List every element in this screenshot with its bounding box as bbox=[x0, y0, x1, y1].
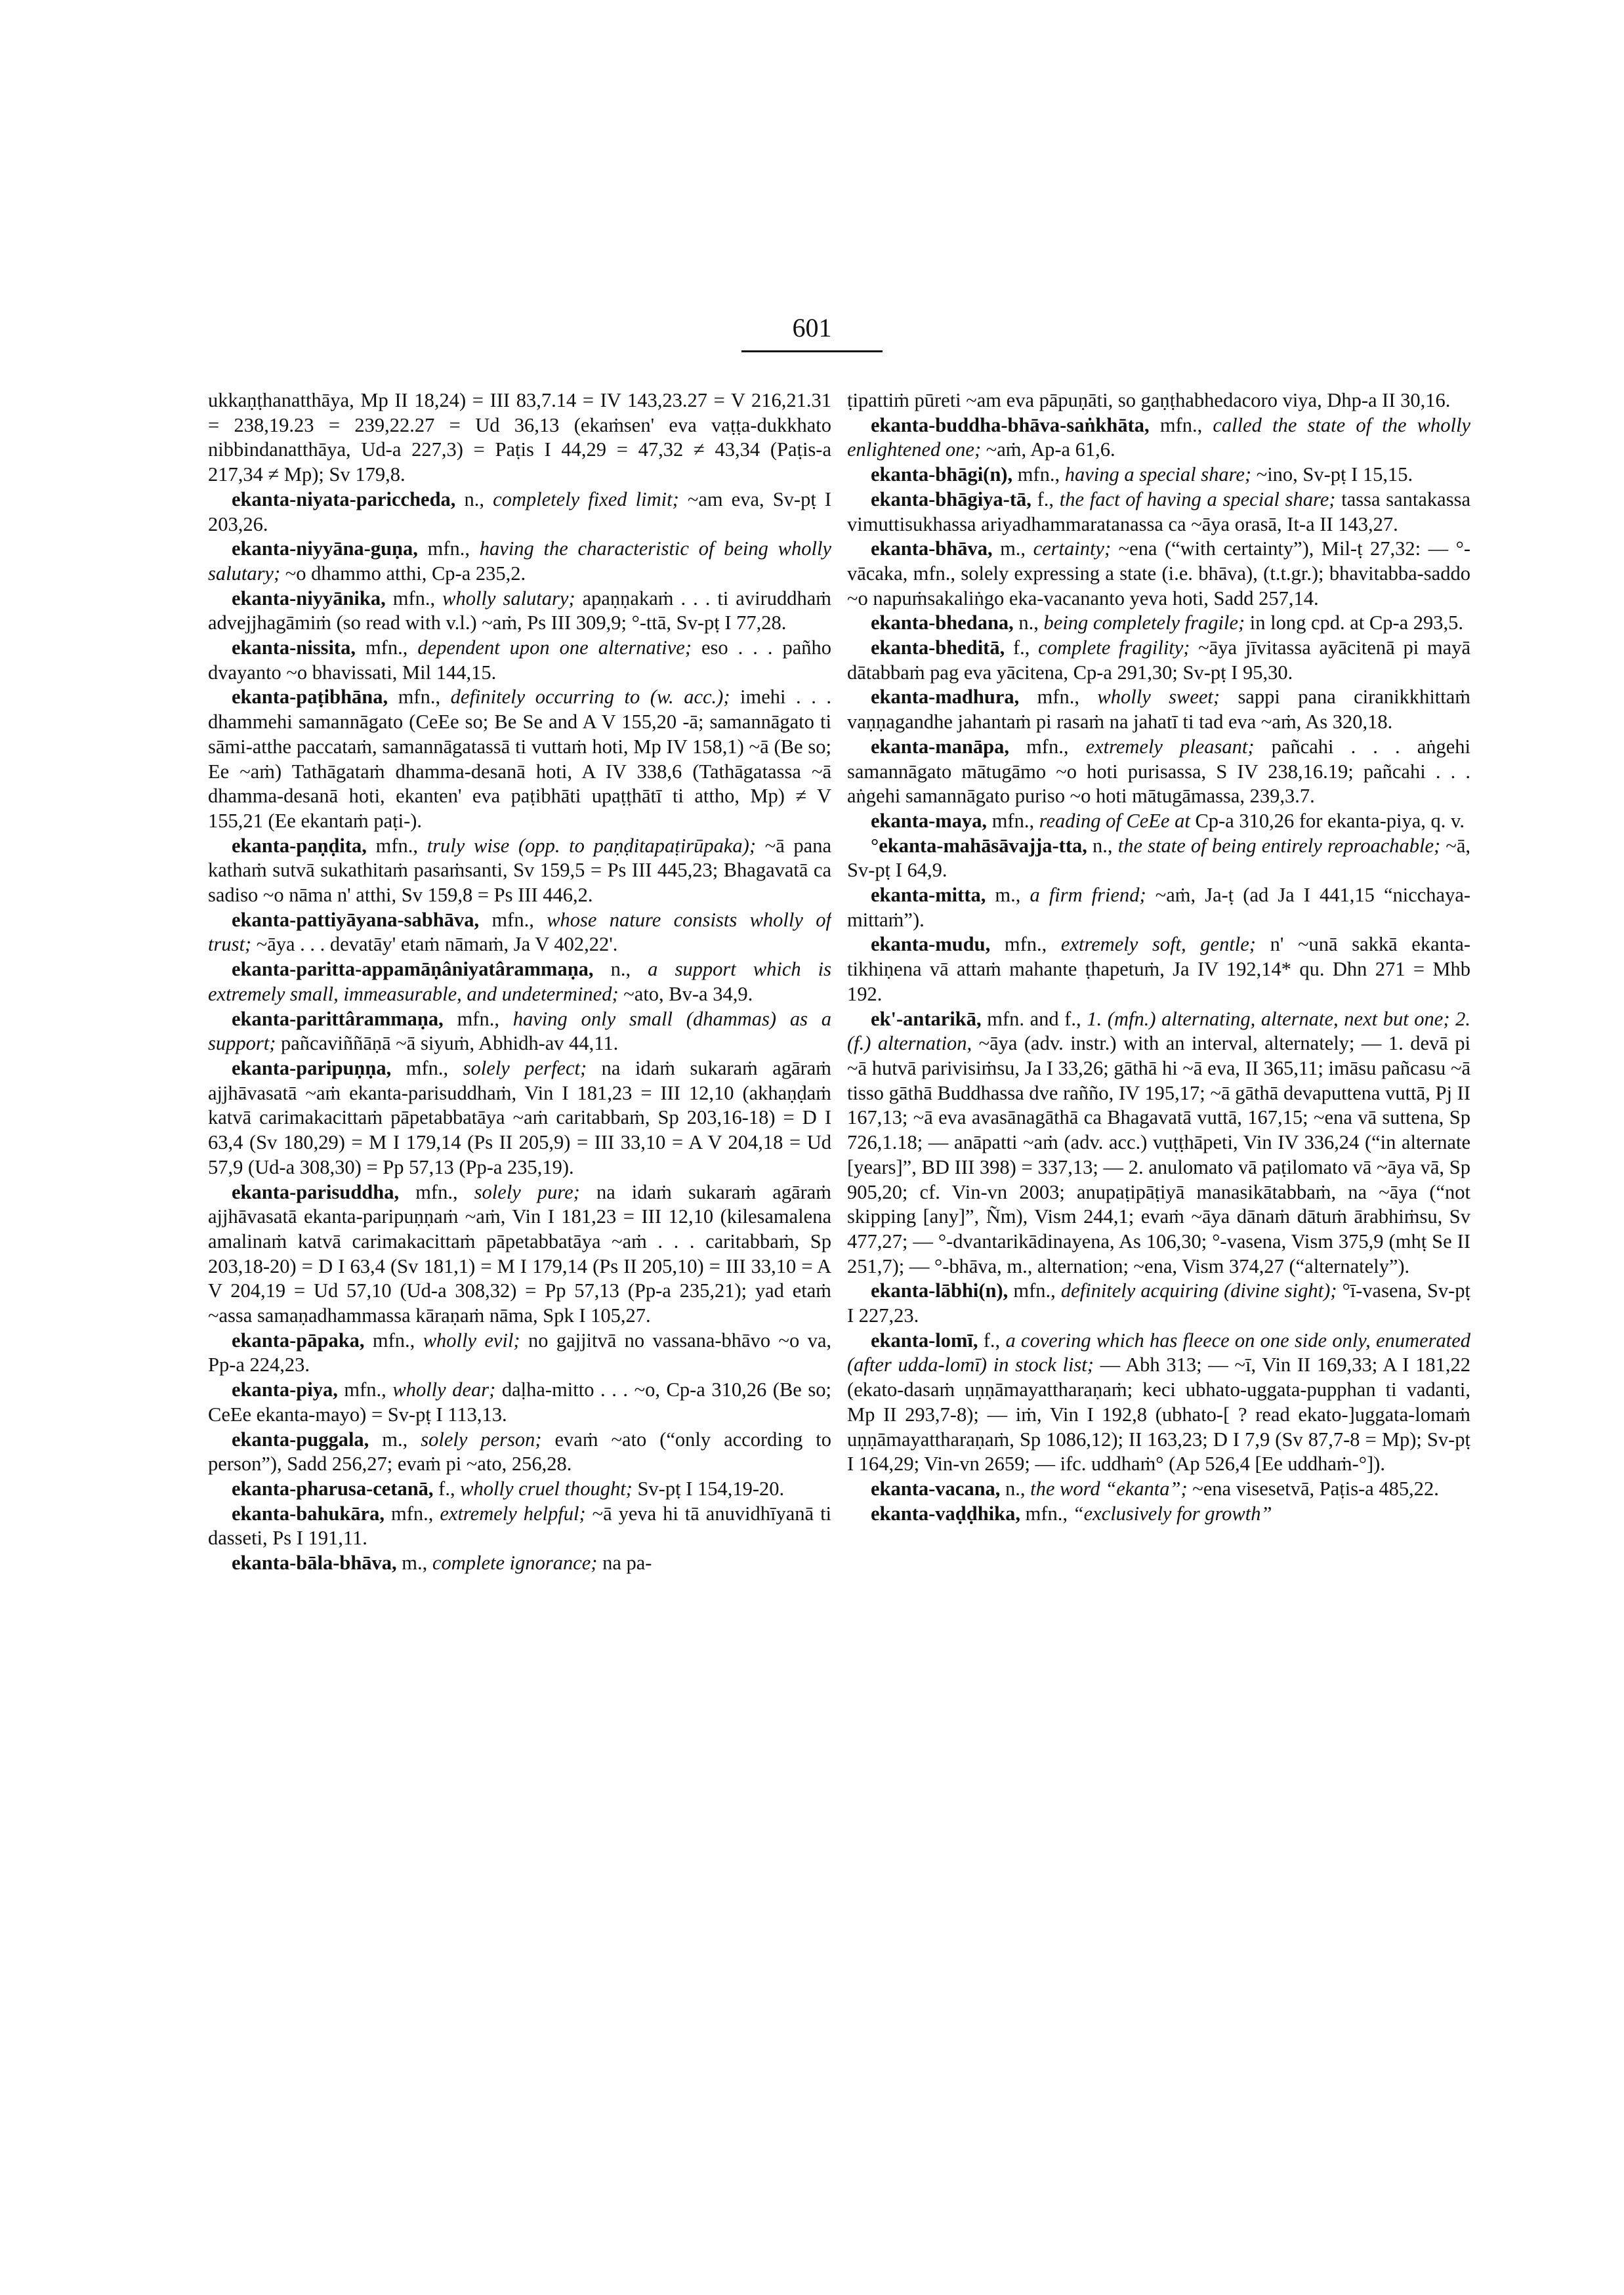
dictionary-entry bbox=[208, 487, 831, 537]
dictionary-entry bbox=[847, 463, 1470, 487]
entry-grammar: mfn., bbox=[375, 834, 419, 857]
entry-definition: wholly salutary; bbox=[442, 587, 575, 610]
entry-grammar: mfn., bbox=[427, 537, 470, 560]
entry-definition: having a special share; bbox=[1064, 463, 1252, 486]
entry-text: ~ena (“with certainty”), Mil-ṭ 27,32: — °-vācaka, mfn., solely expressing a state (i.e. bhāva), (t.t.gr.); bhavitabba-saddo ~o napuṁsakaliṅgo eka-vacananto yeva hoti, Sadd 257,14. bbox=[847, 537, 1470, 610]
entry-text: ~aṁ, Ap-a 61,6. bbox=[986, 438, 1115, 461]
entry-definition: extremely pleasant; bbox=[1085, 735, 1255, 758]
entry-headword: ekanta-paripuṇṇa, bbox=[232, 1056, 392, 1079]
entry-definition: the state of being entirely reproachable; bbox=[1117, 834, 1441, 857]
entry-text: Sv-pṭ I 154,19-20. bbox=[637, 1477, 785, 1500]
entry-grammar: n., bbox=[1005, 1477, 1026, 1500]
dictionary-entry bbox=[208, 908, 831, 957]
dictionary-entry bbox=[208, 1428, 831, 1477]
entry-grammar: mfn. and f., bbox=[987, 1007, 1081, 1030]
entry-definition: reading of CeEe at bbox=[1039, 809, 1190, 832]
entry-definition: wholly cruel thought; bbox=[460, 1477, 633, 1500]
entry-headword: ekanta-bhedana, bbox=[871, 611, 1014, 634]
entry-text: daḷha-mitto . . . ~o, Cp-a 310,26 (Be so; CeEe ekanta-mayo) = Sv-pṭ I 113,13. bbox=[208, 1378, 831, 1426]
dictionary-entry bbox=[208, 1502, 831, 1551]
entry-definition: a firm friend; bbox=[1030, 884, 1146, 907]
entry-headword: ekanta-mudu, bbox=[871, 933, 991, 956]
entry-headword: ekanta-pharusa-cetanā, bbox=[232, 1477, 434, 1500]
dictionary-entry bbox=[847, 611, 1470, 636]
entry-headword: ekanta-parisuddha, bbox=[232, 1180, 400, 1203]
entry-grammar: m., bbox=[995, 884, 1021, 907]
entry-text: ~āya jīvitassa ayācitenā pi mayā dātabbaṁ pag eva yācitena, Cp-a 291,30; Sv-pṭ I 95,30. bbox=[847, 636, 1470, 684]
entry-grammar: n., bbox=[1018, 611, 1039, 634]
entry-headword: ekanta-niyyānika, bbox=[232, 587, 386, 610]
entry-grammar: mfn., bbox=[1013, 1279, 1056, 1302]
entry-definition: wholly dear; bbox=[392, 1378, 496, 1401]
entry-definition: solely perfect; bbox=[463, 1056, 587, 1079]
entry-grammar: n., bbox=[610, 958, 631, 981]
entry-text: pañcahi . . . aṅgehi samannāgato mātugāmo ~o hoti purisassa, S IV 238,16.19; pañcahi . . . aṅgehi samannāgato puriso ~o hoti mātugāmassa, 239,3.7. bbox=[847, 735, 1470, 808]
entry-grammar: mfn., bbox=[1037, 686, 1080, 709]
dictionary-entry bbox=[208, 636, 831, 685]
entry-definition: a covering which has fleece on one side only, enumerated (after udda-lomī) in stock list; bbox=[847, 1329, 1470, 1376]
entry-headword: ekanta-puggala, bbox=[232, 1428, 369, 1451]
entry-text: ~ino, Sv-pṭ I 15,15. bbox=[1256, 463, 1413, 486]
entry-definition: complete fragility; bbox=[1038, 636, 1190, 659]
entry-text: °ī-vasena, Sv-pṭ I 227,23. bbox=[847, 1279, 1470, 1327]
entry-headword: ekanta-piya, bbox=[232, 1378, 338, 1401]
dictionary-entry bbox=[847, 834, 1470, 883]
entry-text: ~ā, Sv-pṭ I 64,9. bbox=[847, 834, 1470, 882]
dictionary-entry bbox=[847, 883, 1470, 932]
entry-definition: whose nature consists wholly of trust; bbox=[208, 908, 831, 956]
entry-text: ~o dhammo atthi, Cp-a 235,2. bbox=[285, 562, 526, 585]
entry-headword: ekanta-mitta, bbox=[871, 884, 986, 907]
entry-text: sappi pana ciranikkhittaṁ vaṇṇagandhe jahantaṁ pi rasaṁ na jahatī ti tad eva ~aṁ, As 320,18. bbox=[847, 686, 1470, 734]
entry-grammar: mfn., bbox=[1004, 933, 1047, 956]
entry-text: na pa- bbox=[602, 1552, 652, 1575]
dictionary-entry bbox=[208, 685, 831, 833]
entry-text: pañcaviññāṇā ~ā siyuṁ, Abhidh-av 44,11. bbox=[281, 1032, 619, 1055]
right-column bbox=[847, 388, 1470, 2225]
entry-headword: ekanta-paritta-appamāṇâniyatârammaṇa, bbox=[232, 958, 594, 981]
entry-definition: wholly sweet; bbox=[1097, 686, 1220, 709]
entry-headword: ekanta-paṭibhāna, bbox=[232, 686, 388, 709]
entry-grammar: mfn., bbox=[1026, 735, 1069, 758]
entry-grammar: mfn., bbox=[392, 587, 436, 610]
dictionary-entry bbox=[208, 537, 831, 586]
entry-text: ~am eva, Sv-pṭ I 203,26. bbox=[208, 487, 831, 535]
dictionary-entry bbox=[847, 1329, 1470, 1477]
entry-headword: ekanta-manāpa, bbox=[871, 735, 1009, 758]
entry-text: eso . . . pañho dvayanto ~o bhavissati, Mil 144,15. bbox=[208, 636, 831, 684]
page-number-rule bbox=[741, 350, 883, 352]
dictionary-entry bbox=[208, 388, 831, 487]
dictionary-entry bbox=[847, 932, 1470, 1006]
entry-text: na idaṁ sukaraṁ agāraṁ ajjhāvasatā ~aṁ ekanta-parisuddhaṁ, Vin I 181,23 = III 12,10 (akhaṇḍaṁ katvā carimakacittaṁ pāpetabbatāya ~aṁ caritabbaṁ, Sp 203,16-18) = D I 63,4 (Sv 180,29) = M I 179,14 (Ps II 205,9) = III 33,10 = A V 204,18 = Ud 57,9 (Ud-a 308,30) = Pp 57,13 (Pp-a 235,19). bbox=[208, 1056, 831, 1178]
entry-grammar: m., bbox=[1000, 537, 1026, 560]
entry-headword: ekanta-bheditā, bbox=[871, 636, 1005, 659]
entry-grammar: mfn., bbox=[491, 908, 534, 931]
entry-text: tassa santakassa vimuttisukhassa ariyadhammaratanassa ca ~āya orasā, It-a II 143,27. bbox=[847, 487, 1470, 535]
entry-headword: ekanta-buddha-bhāva-saṅkhāta, bbox=[871, 413, 1150, 436]
dictionary-entry bbox=[208, 1378, 831, 1427]
entry-headword: °ekanta-mahāsāvajja-tta, bbox=[871, 834, 1087, 857]
entry-grammar: mfn., bbox=[398, 686, 441, 709]
entry-definition: the word “ekanta”; bbox=[1030, 1477, 1188, 1500]
entry-text: Cp-a 310,26 for ekanta-piya, q. v. bbox=[1195, 809, 1465, 832]
dictionary-entry bbox=[847, 1279, 1470, 1328]
entry-definition: truly wise (opp. to paṇḍitapaṭirūpaka); bbox=[427, 834, 756, 857]
entry-grammar: mfn., bbox=[406, 1056, 449, 1079]
entry-definition: dependent upon one alternative; bbox=[417, 636, 692, 659]
entry-definition: a support which is extremely small, immeasurable, and undetermined; bbox=[208, 958, 831, 1005]
dictionary-entry bbox=[208, 1477, 831, 1502]
entry-definition: solely person; bbox=[421, 1428, 542, 1451]
entry-headword: ekanta-bahukāra, bbox=[232, 1502, 385, 1525]
dictionary-entry bbox=[847, 735, 1470, 809]
entry-headword: ekanta-lomī, bbox=[871, 1329, 978, 1352]
entry-headword: ek'-antarikā, bbox=[871, 1007, 982, 1030]
dictionary-entry bbox=[208, 1551, 831, 1576]
entry-definition: certainty; bbox=[1033, 537, 1112, 560]
dictionary-entry bbox=[208, 834, 831, 908]
dictionary-entry bbox=[847, 1007, 1470, 1279]
entry-headword: ekanta-niyyāna-guṇa, bbox=[232, 537, 418, 560]
entry-text: ~āya (adv. instr.) with an interval, alternately; — 1. devā pi ~ā hutvā parivisiṁsu, Ja I 33,26; gāthā hi ~ā eva, II 365,11; imāsu pañcasu ~ā tisso gāthā Buddhassa dve rañño, IV 195,17; ~ā gāthā devaputtena vuttā, Pj II 167,13; ~ā eva avasānagāthā ca Bhagavatā vuttā, 167,15; ~ena vā suttena, Sp 726,1.18; — anāpatti ~aṁ (adv. acc.) vuṭṭhāpeti, Vin IV 336,24 (“in alternate [years]”, BD III 398) = 337,13; — 2. anulomato vā paṭilomato vā ~āya vā, Sp 905,20; cf. Vin-vn 2003; anupaṭipāṭiyā manasikātabbaṁ, na ~āya (“not skipping [any]”, Ñm), Vism 244,1; evaṁ ~āya dānaṁ dātuṁ ārabhiṁsu, Sv 477,27; — °-dvantarikādinayena, As 106,30; °-vasena, Vism 375,9 (mhṭ Se II 251,7); — °-bhāva, m., alternation; ~ena, Vism 374,27 (“alternately”). bbox=[847, 1032, 1470, 1277]
entry-text: ~āya . . . devatāy' etaṁ nāmaṁ, Ja V 402,22'. bbox=[256, 933, 618, 956]
dictionary-entry bbox=[847, 1502, 1470, 1527]
entry-text: ~aṁ, Ja-ṭ (ad Ja I 441,15 “nicchaya-mittaṁ”). bbox=[847, 884, 1470, 931]
entry-definition: complete ignorance; bbox=[432, 1552, 598, 1575]
left-column bbox=[208, 388, 831, 2225]
entry-grammar: mfn., bbox=[1017, 463, 1060, 486]
page-number: 601 bbox=[792, 313, 832, 342]
entry-definition: wholly evil; bbox=[423, 1329, 520, 1352]
dictionary-entry bbox=[847, 413, 1470, 463]
entry-text: evaṁ ~ato (“only according to person”), Sadd 256,27; evaṁ pi ~ato, 256,28. bbox=[208, 1428, 831, 1476]
entry-text: ~ā pana kathaṁ sutvā sukathitaṁ pasaṁsanti, Sv 159,5 = Ps III 445,23; Bhagavatā ca sadiso ~o nāma n' atthi, Sv 159,8 = Ps III 446,2. bbox=[208, 834, 831, 907]
entry-definition: called the state of the wholly enlightened one; bbox=[847, 413, 1470, 461]
entry-grammar: f., bbox=[1037, 487, 1054, 510]
entry-text: no gajjitvā no vassana-bhāvo ~o va, Pp-a 224,23. bbox=[208, 1329, 831, 1376]
dictionary-entry bbox=[208, 1007, 831, 1056]
entry-text: ~ato, Bv-a 34,9. bbox=[623, 982, 753, 1005]
entry-headword: ekanta-nissita, bbox=[232, 636, 356, 659]
entry-definition: 1. (mfn.) alternating, alternate, next but one; 2. (f.) alternation, bbox=[847, 1007, 1470, 1055]
entry-grammar: mfn., bbox=[391, 1502, 434, 1525]
entry-headword: ekanta-pattiyāyana-sabhāva, bbox=[232, 908, 480, 931]
entry-text: — Abh 313; — ~ī, Vin II 169,33; A I 181,22 (ekato-dasaṁ uṇṇāmayattharaṇaṁ; keci ubhato-uggata-pupphan ti vadanti, Mp II 293,7-8); — iṁ, Vin I 192,8 (ubhato-[ ? read ekato-]uggata-lomaṁ uṇṇāmayattharaṇaṁ, Sp 1086,12); II 163,23; D I 7,9 (Sv 87,7-8 = Mp); Sv-pṭ I 164,29; Vin-vn 2659; — ifc. uddhaṁ° (Ap 526,4 [Ee uddhaṁ-°]). bbox=[847, 1354, 1470, 1476]
dictionary-entry bbox=[847, 685, 1470, 734]
entry-grammar: mfn., bbox=[365, 636, 408, 659]
entry-definition: extremely soft, gentle; bbox=[1060, 933, 1256, 956]
entry-definition: “exclusively for growth” bbox=[1072, 1502, 1272, 1525]
entry-grammar: mfn., bbox=[1159, 413, 1203, 436]
entry-grammar: mfn., bbox=[457, 1007, 499, 1030]
entry-headword: ekanta-bhāgiya-tā, bbox=[871, 487, 1031, 510]
entry-text: n' ~unā sakkā ekanta-tikhiṇena vā attaṁ mahante ṭhapetuṁ, Ja IV 192,14* qu. Dhn 271 = Mhb 192. bbox=[847, 933, 1470, 1005]
entry-grammar: n., bbox=[464, 487, 485, 510]
dictionary-entry bbox=[847, 487, 1470, 537]
entry-headword: ekanta-bhāgi(n), bbox=[871, 463, 1013, 486]
entry-headword: ekanta-lābhi(n), bbox=[871, 1279, 1009, 1302]
entry-grammar: mfn., bbox=[344, 1378, 386, 1401]
entry-headword: ekanta-niyata-pariccheda, bbox=[232, 487, 456, 510]
entry-text: ~ā yeva hi tā anuvidhīyanā ti dasseti, Ps I 191,11. bbox=[208, 1502, 831, 1550]
entry-grammar: f., bbox=[438, 1477, 455, 1500]
entry-headword: ekanta-paṇḍita, bbox=[232, 834, 367, 857]
entry-text: imehi . . . dhammehi samannāgato (CeEe so; Be Se and A V 155,20 -ā; samannāgato ti sāmi-atthe paccataṁ, samannāgatassā ti vuttaṁ hoti, Mp IV 158,1) ~ā (Be so; Ee ~aṁ) Tathāgataṁ dhamma-desanā hoti, A IV 338,6 (Tathāgatassa ~ā dhamma-desanā hoti, ekanten' eva paṭibhāti upaṭṭhātī ti attho, Mp) ≠ V 155,21 (Ee ekantaṁ paṭi-). bbox=[208, 686, 831, 832]
entry-text: na idaṁ sukaraṁ agāraṁ ajjhāvasatā ekanta-paripuṇṇaṁ ~aṁ, Vin I 181,23 = III 12,10 (kilesamalena amalinaṁ katvā carimakacittaṁ pāpetabbatāya ~aṁ . . . caritabbaṁ, Sp 203,18-20) = D I 63,4 (Sv 181,1) = M I 179,14 (Ps II 205,10) = III 33,10 = A V 204,19 = Ud 57,10 (Ud-a 308,32) = Pp 57,13 (Pp-a 235,21); yad etaṁ ~assa samaṇadhammassa kāraṇaṁ nāma, Spk I 105,27. bbox=[208, 1180, 831, 1327]
entry-definition: having only small (dhammas) as a support; bbox=[208, 1007, 831, 1055]
dictionary-entry bbox=[208, 1329, 831, 1378]
entry-headword: ekanta-maya, bbox=[871, 809, 988, 832]
entry-grammar: f., bbox=[983, 1329, 1001, 1352]
entry-grammar: mfn., bbox=[415, 1180, 458, 1203]
dictionary-entry bbox=[208, 1056, 831, 1180]
entry-definition: completely fixed limit; bbox=[493, 487, 679, 510]
dictionary-entry bbox=[208, 587, 831, 636]
dictionary-entry bbox=[847, 537, 1470, 611]
dictionary-entry bbox=[208, 1180, 831, 1329]
entry-definition: solely pure; bbox=[474, 1180, 580, 1203]
entry-headword: ekanta-bhāva, bbox=[871, 537, 993, 560]
entry-grammar: mfn., bbox=[1025, 1502, 1068, 1525]
entry-definition: the fact of having a special share; bbox=[1059, 487, 1336, 510]
entry-text: apaṇṇakaṁ . . . ti aviruddhaṁ advejjhagāmiṁ (so read with v.l.) ~aṁ, Ps III 309,9; °-ttā, Sv-pṭ I 77,28. bbox=[208, 587, 831, 634]
entry-definition: definitely acquiring (divine sight); bbox=[1060, 1279, 1337, 1302]
entry-headword: ekanta-bāla-bhāva, bbox=[232, 1552, 397, 1575]
dictionary-entry bbox=[847, 636, 1470, 685]
entry-grammar: mfn., bbox=[372, 1329, 415, 1352]
dictionary-entry bbox=[847, 809, 1470, 834]
entry-text: ṭipattiṁ pūreti ~am eva pāpuṇāti, so gaṇṭhabhedacoro viya, Dhp-a II 30,16. bbox=[847, 389, 1451, 411]
dictionary-entry bbox=[208, 957, 831, 1006]
entry-definition: being completely fragile; bbox=[1043, 611, 1245, 634]
entry-headword: ekanta-madhura, bbox=[871, 686, 1020, 709]
entry-grammar: m., bbox=[402, 1552, 428, 1575]
entry-headword: ekanta-pāpaka, bbox=[232, 1329, 365, 1352]
dictionary-entry bbox=[847, 388, 1470, 413]
entry-headword: ekanta-vaḍḍhika, bbox=[871, 1502, 1020, 1525]
entry-grammar: mfn., bbox=[991, 809, 1035, 832]
entry-grammar: f., bbox=[1012, 636, 1030, 659]
entry-definition: having the characteristic of being wholly salutary; bbox=[208, 537, 831, 585]
entry-definition: extremely helpful; bbox=[440, 1502, 586, 1525]
entry-definition: definitely occurring to (w. acc.); bbox=[450, 686, 730, 709]
entry-grammar: m., bbox=[382, 1428, 408, 1451]
entry-headword: ekanta-vacana, bbox=[871, 1477, 1001, 1500]
entry-text: ~ena visesetvā, Paṭis-a 485,22. bbox=[1192, 1477, 1439, 1500]
entry-headword: ekanta-parittârammaṇa, bbox=[232, 1007, 444, 1030]
entry-grammar: n., bbox=[1093, 834, 1113, 857]
entry-text: ukkaṇṭhanatthāya, Mp II 18,24) = III 83,7.14 = IV 143,23.27 = V 216,21.31 = 238,19.23 = 239,22.27 = Ud 36,13 (ekaṁsen' eva vaṭṭa-dukkhato nibbindanatthāya, Ud-a 227,3) = Paṭis I 44,29 = 47,32 ≠ 43,34 (Paṭis-a 217,34 ≠ Mp); Sv 179,8. bbox=[208, 389, 831, 486]
dictionary-entry bbox=[847, 1477, 1470, 1502]
entry-text: in long cpd. at Cp-a 293,5. bbox=[1249, 611, 1464, 634]
